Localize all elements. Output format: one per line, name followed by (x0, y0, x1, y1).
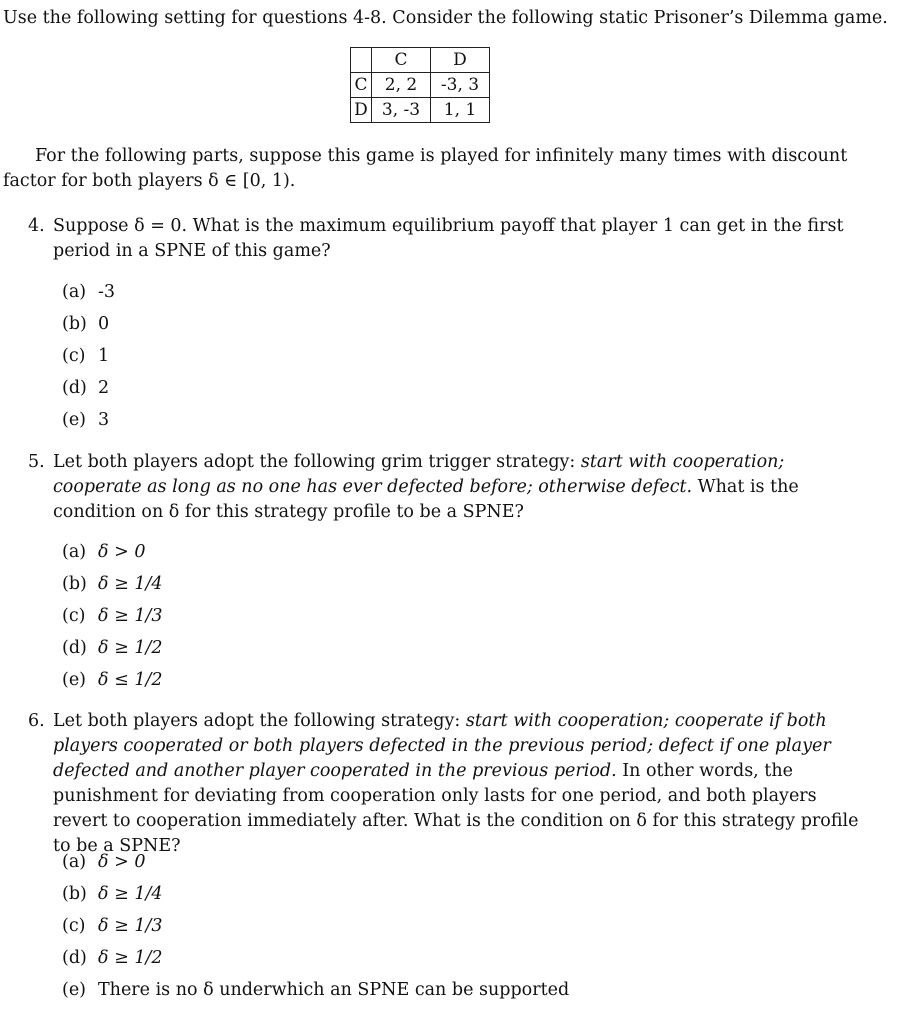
option-label: (a) (62, 542, 87, 562)
q4-option-e (62, 408, 109, 433)
question-text (53, 450, 866, 525)
option-text: 2 (98, 378, 110, 398)
option-text: δ ≥ 1/4 (98, 884, 163, 904)
q5-option-b (62, 572, 163, 597)
question-number: 5. (28, 452, 45, 472)
col-header-c: C (372, 48, 431, 73)
col-header-d: D (431, 48, 490, 73)
q6-option-a (62, 850, 145, 875)
option-text: 3 (98, 410, 110, 430)
option-text: δ ≥ 1/3 (98, 916, 163, 936)
question-5 (28, 450, 866, 525)
question-number: 6. (28, 711, 45, 731)
cell-dd: 1, 1 (431, 98, 490, 123)
matrix-corner (351, 48, 372, 73)
option-text: There is no δ underwhich an SPNE can be supported (98, 980, 570, 1000)
option-label: (c) (62, 346, 86, 366)
option-label: (e) (62, 670, 87, 690)
row-header-d: D (351, 98, 372, 123)
setting-paragraph (3, 144, 865, 194)
question-text-pre: Let both players adopt the following grim trigger strategy: (53, 452, 581, 472)
q5-option-c (62, 604, 163, 629)
option-label: (b) (62, 314, 87, 334)
option-text: δ ≥ 1/3 (98, 606, 163, 626)
q6-option-e (62, 978, 569, 1003)
question-text-strategy: start with cooperation; cooperate if both players cooperated or both players defected in the previous period; defect if one player defected and another player cooperated in the previous period. (53, 711, 831, 781)
question-text-post: What is the condition on δ for this strategy profile to be a SPNE? (53, 477, 799, 522)
option-label: (d) (62, 638, 87, 658)
option-label: (c) (62, 916, 86, 936)
option-text: δ ≥ 1/2 (98, 948, 163, 968)
question-4 (28, 214, 866, 264)
option-text: 1 (98, 346, 110, 366)
question-text (53, 709, 866, 859)
question-6 (28, 709, 866, 859)
payoff-matrix (350, 47, 490, 123)
option-text: -3 (98, 282, 116, 302)
option-label: (e) (62, 410, 87, 430)
cell-dc: 3, -3 (372, 98, 431, 123)
q4-option-c (62, 344, 109, 369)
setting-line-2: factor for both players δ ∈ [0, 1). (3, 171, 296, 191)
option-text: δ > 0 (98, 852, 146, 872)
cell-cc: 2, 2 (372, 73, 431, 98)
setting-line-1: For the following parts, suppose this game is played for infinitely many times with discount (35, 146, 848, 166)
question-text-pre: Let both players adopt the following strategy: (53, 711, 466, 731)
q5-option-a (62, 540, 145, 565)
question-text-post: In other words, the punishment for deviating from cooperation only lasts for one period, and both players revert to cooperation immediately after. What is the condition on δ for this strategy profile to be a SPNE? (53, 761, 859, 856)
option-text: δ ≥ 1/4 (98, 574, 163, 594)
option-label: (a) (62, 282, 87, 302)
row-header-c: C (351, 73, 372, 98)
option-text: δ ≤ 1/2 (98, 670, 163, 690)
option-label: (b) (62, 574, 87, 594)
option-label: (d) (62, 378, 87, 398)
q4-option-d (62, 376, 109, 401)
option-label: (a) (62, 852, 87, 872)
q5-option-e (62, 668, 163, 693)
question-number: 4. (28, 216, 45, 236)
q4-option-b (62, 312, 109, 337)
intro-text: Use the following setting for questions 4-8. Consider the following static Prisoner’s Dilemma game. (3, 8, 888, 28)
q6-option-b (62, 882, 163, 907)
option-label: (c) (62, 606, 86, 626)
option-label: (e) (62, 980, 87, 1000)
q6-option-d (62, 946, 163, 971)
option-label: (b) (62, 884, 87, 904)
option-text: δ ≥ 1/2 (98, 638, 163, 658)
q6-option-c (62, 914, 163, 939)
cell-cd: -3, 3 (431, 73, 490, 98)
q4-option-a (62, 280, 115, 305)
q5-option-d (62, 636, 163, 661)
question-text-strategy: start with cooperation; cooperate as long as no one has ever defected before; otherwise defect. (53, 452, 785, 497)
option-text: 0 (98, 314, 110, 334)
option-label: (d) (62, 948, 87, 968)
question-text: Suppose δ = 0. What is the maximum equilibrium payoff that player 1 can get in the first period in a SPNE of this game? (53, 216, 844, 261)
option-text: δ > 0 (98, 542, 146, 562)
